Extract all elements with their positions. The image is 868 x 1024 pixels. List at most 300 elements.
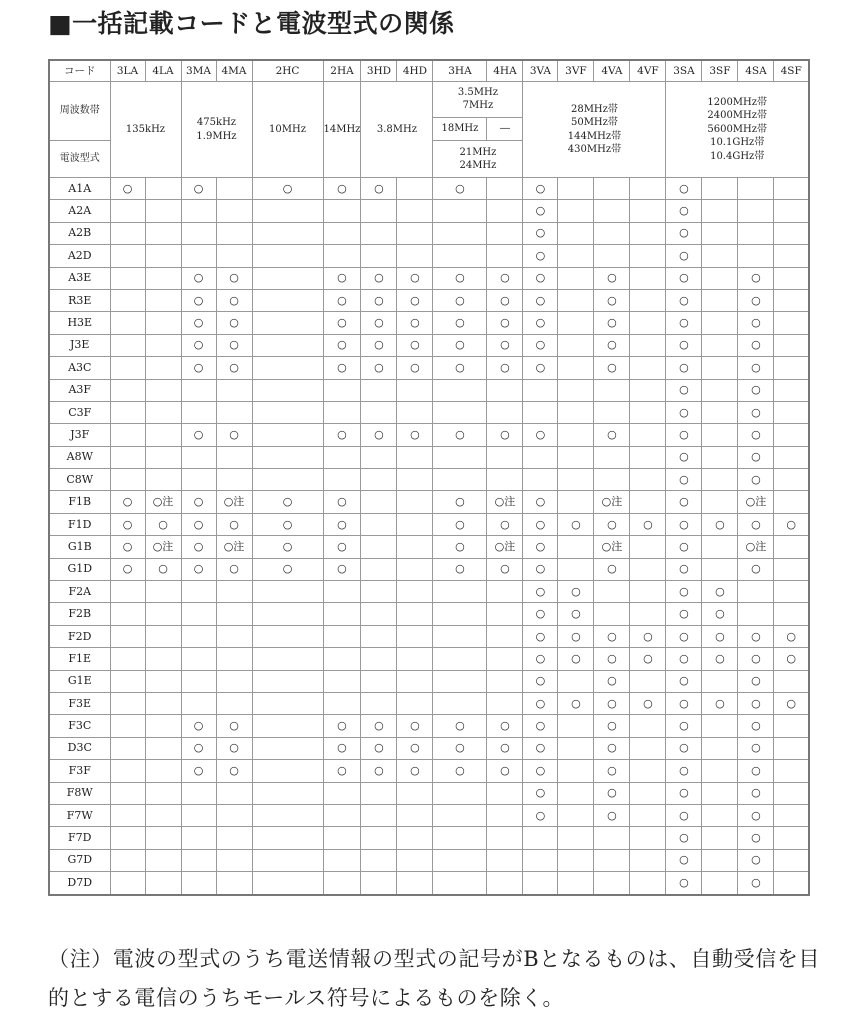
- mark: ○: [122, 495, 133, 509]
- table-cell: [110, 760, 145, 782]
- mark: ○: [751, 405, 761, 419]
- mark: ○: [715, 517, 725, 531]
- table-cell: [630, 491, 666, 513]
- band-50mhz: 50MHz帯: [570, 117, 618, 128]
- table-cell: [702, 401, 738, 423]
- table-cell: [323, 536, 361, 558]
- table-cell: [594, 513, 630, 535]
- table-cell: [738, 446, 774, 468]
- table-cell: [110, 782, 145, 804]
- code-header-2hc: 2HC: [252, 60, 323, 82]
- table-cell: [110, 334, 145, 356]
- mark: ○: [455, 495, 465, 509]
- table-cell: [216, 782, 252, 804]
- table-cell: [252, 849, 323, 871]
- mark: ○: [229, 427, 239, 441]
- table-cell: [145, 558, 181, 580]
- mark: ○: [607, 719, 617, 733]
- table-cell: [323, 648, 361, 670]
- table-cell: [145, 334, 181, 356]
- mark: ○: [751, 674, 761, 688]
- table-cell: [252, 245, 323, 267]
- mark: ○: [751, 562, 761, 576]
- mark: ○: [455, 181, 465, 195]
- table-cell: [702, 692, 738, 714]
- mode-label: A2D: [49, 245, 110, 267]
- mark: ○: [455, 316, 465, 330]
- mark: ○: [374, 271, 384, 285]
- mark: ○: [679, 539, 689, 553]
- table-cell: [738, 357, 774, 379]
- table-cell: [216, 424, 252, 446]
- table-cell: [487, 692, 523, 714]
- mark: ○: [337, 181, 347, 195]
- table-cell: [216, 581, 252, 603]
- mark: ○: [229, 360, 239, 374]
- table-cell: [558, 625, 594, 647]
- table-cell: [361, 401, 397, 423]
- table-cell: [323, 424, 361, 446]
- table-cell: [666, 200, 702, 222]
- table-cell: [323, 491, 361, 513]
- table-cell: [738, 513, 774, 535]
- table-cell: [361, 379, 397, 401]
- table-cell: [594, 827, 630, 849]
- table-cell: [666, 581, 702, 603]
- band-475khz-1-9mhz: [181, 82, 252, 178]
- mark: ○: [751, 427, 761, 441]
- table-cell: [702, 581, 738, 603]
- table-row: [49, 872, 809, 895]
- table-cell: [361, 357, 397, 379]
- table-cell: [666, 401, 702, 423]
- table-cell: [666, 424, 702, 446]
- table-cell: [666, 558, 702, 580]
- mark: ○: [535, 741, 546, 755]
- table-cell: [145, 513, 181, 535]
- table-cell: [666, 379, 702, 401]
- table-cell: [630, 692, 666, 714]
- table-cell: [558, 827, 594, 849]
- table-row: [49, 692, 809, 714]
- mark: ○: [535, 651, 546, 665]
- table-cell: [145, 715, 181, 737]
- table-cell: [666, 872, 702, 895]
- table-cell: [774, 670, 809, 692]
- table-cell: [630, 737, 666, 759]
- mode-label: F7D: [49, 827, 110, 849]
- table-cell: [487, 715, 523, 737]
- table-cell: [181, 804, 216, 826]
- table-cell: [252, 513, 323, 535]
- mark: ○: [535, 763, 546, 777]
- table-cell: [181, 737, 216, 759]
- table-cell: [666, 289, 702, 311]
- mark: ○: [374, 427, 384, 441]
- table-cell: [630, 379, 666, 401]
- mode-label: F3C: [49, 715, 110, 737]
- table-cell: [738, 603, 774, 625]
- table-cell: [361, 692, 397, 714]
- table-cell: [702, 312, 738, 334]
- table-cell: [433, 424, 487, 446]
- table-cell: [181, 581, 216, 603]
- table-cell: [252, 424, 323, 446]
- table-cell: [630, 357, 666, 379]
- table-cell: [630, 312, 666, 334]
- table-cell: [594, 401, 630, 423]
- mark: ○: [535, 786, 546, 800]
- table-cell: [145, 357, 181, 379]
- table-cell: [630, 782, 666, 804]
- table-row: [49, 558, 809, 580]
- table-cell: [397, 648, 433, 670]
- mark: ○: [607, 338, 617, 352]
- table-cell: [433, 648, 487, 670]
- table-cell: [630, 513, 666, 535]
- table-cell: [666, 827, 702, 849]
- mode-label: A1A: [49, 178, 110, 200]
- table-cell: [487, 782, 523, 804]
- table-cell: [523, 782, 558, 804]
- table-cell: [774, 491, 809, 513]
- table-row: [49, 648, 809, 670]
- band-vhf-uhf: [523, 82, 666, 178]
- table-cell: [397, 424, 433, 446]
- mark: ○: [229, 517, 239, 531]
- table-cell: [738, 827, 774, 849]
- table-cell: [361, 334, 397, 356]
- table-cell: [702, 245, 738, 267]
- mark: ○: [337, 271, 347, 285]
- mark: ○: [193, 741, 204, 755]
- table-cell: [738, 760, 774, 782]
- table-cell: [397, 513, 433, 535]
- table-cell: [558, 581, 594, 603]
- code-header-4ma: 4MA: [216, 60, 252, 82]
- code-header-4ha: 4HA: [487, 60, 523, 82]
- table-cell: [594, 424, 630, 446]
- mark: ○: [535, 584, 546, 598]
- table-cell: [738, 267, 774, 289]
- mark: ○: [751, 472, 761, 486]
- table-cell: [523, 446, 558, 468]
- mark: ○: [122, 562, 133, 576]
- table-cell: [216, 446, 252, 468]
- table-row: [49, 603, 809, 625]
- table-cell: [666, 849, 702, 871]
- table-cell: [361, 782, 397, 804]
- mark: ○: [643, 696, 653, 710]
- table-cell: [774, 401, 809, 423]
- mark: ○: [607, 271, 617, 285]
- table-cell: [558, 379, 594, 401]
- table-cell: [523, 760, 558, 782]
- band-144mhz: 144MHz帯: [567, 130, 622, 142]
- table-cell: [523, 625, 558, 647]
- table-cell: [630, 334, 666, 356]
- mark: ○: [679, 316, 689, 330]
- mark: ○: [337, 495, 347, 509]
- table-cell: [110, 446, 145, 468]
- table-cell: [323, 670, 361, 692]
- table-cell: [145, 760, 181, 782]
- table-cell: [523, 289, 558, 311]
- mark: ○: [679, 786, 689, 800]
- table-cell: [594, 760, 630, 782]
- mark: ○: [679, 248, 689, 262]
- mark: ○: [679, 741, 689, 755]
- table-cell: [630, 469, 666, 491]
- mark: ○: [337, 293, 347, 307]
- mark: ○: [715, 651, 725, 665]
- table-cell: [361, 513, 397, 535]
- mark: ○: [455, 360, 465, 374]
- table-cell: [323, 760, 361, 782]
- table-cell: [216, 715, 252, 737]
- mark: ○: [282, 181, 293, 195]
- table-cell: [523, 401, 558, 423]
- mark: ○: [571, 629, 581, 643]
- mark: ○: [751, 696, 761, 710]
- table-row: [49, 424, 809, 446]
- mark: ○: [455, 271, 465, 285]
- table-cell: [702, 536, 738, 558]
- mark: ○: [500, 517, 510, 531]
- mark: ○: [229, 719, 239, 733]
- table-cell: [558, 469, 594, 491]
- table-cell: [702, 715, 738, 737]
- table-cell: [216, 670, 252, 692]
- table-cell: [397, 581, 433, 603]
- mark: ○: [607, 674, 617, 688]
- mark: ○: [535, 248, 546, 262]
- mark: ○: [535, 629, 546, 643]
- mark: ○: [679, 584, 689, 598]
- mark: ○: [679, 360, 689, 374]
- mark: ○: [229, 271, 239, 285]
- table-cell: [487, 872, 523, 895]
- mark: ○: [751, 383, 761, 397]
- mark: ○: [751, 629, 761, 643]
- mark: ○: [500, 741, 510, 755]
- table-cell: [252, 491, 323, 513]
- table-cell: [738, 536, 774, 558]
- code-header-3la: 3LA: [110, 60, 145, 82]
- band-7mhz: 7MHz: [462, 100, 494, 112]
- table-cell: [433, 357, 487, 379]
- table-cell: [666, 312, 702, 334]
- table-cell: [181, 334, 216, 356]
- table-cell: [252, 357, 323, 379]
- table-cell: [181, 379, 216, 401]
- table-cell: [361, 469, 397, 491]
- mark-note: ○注: [152, 495, 174, 509]
- table-cell: [181, 513, 216, 535]
- table-cell: [594, 334, 630, 356]
- table-cell: [252, 603, 323, 625]
- mark: ○: [679, 808, 689, 822]
- table-cell: [145, 245, 181, 267]
- table-cell: [145, 648, 181, 670]
- table-cell: [433, 469, 487, 491]
- table-cell: [702, 737, 738, 759]
- table-cell: [397, 446, 433, 468]
- table-cell: [433, 670, 487, 692]
- table-cell: [216, 334, 252, 356]
- mark: ○: [229, 763, 239, 777]
- table-row: [49, 469, 809, 491]
- mark: ○: [374, 316, 384, 330]
- table-cell: [181, 536, 216, 558]
- table-cell: [397, 401, 433, 423]
- table-cell: [774, 872, 809, 895]
- table-cell: [361, 245, 397, 267]
- table-cell: [666, 446, 702, 468]
- table-cell: [702, 357, 738, 379]
- table-cell: [216, 267, 252, 289]
- table-cell: [397, 760, 433, 782]
- table-cell: [487, 849, 523, 871]
- table-row: [49, 737, 809, 759]
- mode-label: F8W: [49, 782, 110, 804]
- mark: ○: [535, 607, 546, 621]
- mark-note: ○注: [223, 539, 245, 553]
- freq-band-label: 周波数帯: [49, 82, 110, 141]
- table-cell: [361, 625, 397, 647]
- mode-label: F3E: [49, 692, 110, 714]
- mark: ○: [751, 651, 761, 665]
- table-cell: [594, 379, 630, 401]
- table-cell: [433, 289, 487, 311]
- table-cell: [523, 715, 558, 737]
- mark: ○: [571, 651, 581, 665]
- table-cell: [252, 760, 323, 782]
- table-cell: [397, 872, 433, 895]
- table-cell: [181, 267, 216, 289]
- table-cell: [594, 715, 630, 737]
- mode-label: F1E: [49, 648, 110, 670]
- table-row: [49, 334, 809, 356]
- table-cell: [702, 289, 738, 311]
- table-cell: [702, 379, 738, 401]
- table-row: [49, 715, 809, 737]
- mark: ○: [679, 405, 689, 419]
- mark: ○: [751, 831, 761, 845]
- table-cell: [702, 334, 738, 356]
- table-cell: [433, 625, 487, 647]
- table-cell: [397, 312, 433, 334]
- table-cell: [523, 581, 558, 603]
- table-cell: [487, 670, 523, 692]
- table-cell: [216, 200, 252, 222]
- table-cell: [110, 245, 145, 267]
- table-cell: [145, 312, 181, 334]
- mode-label: F1B: [49, 491, 110, 513]
- mark-note: ○注: [601, 495, 623, 509]
- table-cell: [630, 715, 666, 737]
- table-cell: [323, 849, 361, 871]
- table-row: [49, 536, 809, 558]
- table-cell: [594, 289, 630, 311]
- table-cell: [487, 245, 523, 267]
- band-3-5mhz: 3.5MHz: [457, 86, 499, 98]
- mode-label: F3F: [49, 760, 110, 782]
- table-cell: [487, 513, 523, 535]
- table-cell: [361, 289, 397, 311]
- mark: ○: [751, 853, 761, 867]
- table-cell: [630, 827, 666, 849]
- table-cell: [216, 491, 252, 513]
- mark: ○: [607, 651, 617, 665]
- page-title: ■一括記載コードと電波型式の関係: [48, 9, 455, 38]
- table-cell: [145, 446, 181, 468]
- table-cell: [774, 245, 809, 267]
- table-cell: [252, 267, 323, 289]
- mark: ○: [455, 562, 465, 576]
- mark: ○: [679, 472, 689, 486]
- mode-label: G1B: [49, 536, 110, 558]
- table-cell: [181, 200, 216, 222]
- table-cell: [433, 715, 487, 737]
- table-cell: [110, 625, 145, 647]
- table-cell: [487, 334, 523, 356]
- table-cell: [774, 737, 809, 759]
- table-cell: [216, 513, 252, 535]
- table-cell: [323, 715, 361, 737]
- mark: ○: [535, 517, 546, 531]
- code-header-3ma: 3MA: [181, 60, 216, 82]
- mark: ○: [500, 360, 510, 374]
- mark: ○: [410, 719, 420, 733]
- table-cell: [145, 804, 181, 826]
- mark: ○: [193, 763, 204, 777]
- table-cell: [774, 581, 809, 603]
- mark: ○: [193, 360, 204, 374]
- table-cell: [323, 782, 361, 804]
- table-cell: [216, 603, 252, 625]
- mark-note: ○注: [745, 495, 767, 509]
- table-cell: [433, 200, 487, 222]
- table-cell: [487, 357, 523, 379]
- table-cell: [774, 513, 809, 535]
- mark-note: ○注: [745, 539, 767, 553]
- table-cell: [145, 289, 181, 311]
- table-cell: [630, 200, 666, 222]
- table-cell: [361, 536, 397, 558]
- table-cell: [145, 469, 181, 491]
- table-cell: [397, 558, 433, 580]
- table-cell: [433, 581, 487, 603]
- mode-label: D7D: [49, 872, 110, 895]
- table-cell: [630, 625, 666, 647]
- table-cell: [558, 401, 594, 423]
- table-row: [49, 491, 809, 513]
- band-shf: [666, 82, 809, 178]
- table-cell: [774, 267, 809, 289]
- mark: ○: [786, 696, 796, 710]
- mode-label: F2A: [49, 581, 110, 603]
- table-cell: [702, 670, 738, 692]
- table-cell: [738, 648, 774, 670]
- mark: ○: [500, 316, 510, 330]
- table-cell: [252, 558, 323, 580]
- table-row: [49, 827, 809, 849]
- table-cell: [181, 872, 216, 895]
- table-cell: [252, 581, 323, 603]
- table-cell: [594, 536, 630, 558]
- mark: ○: [607, 427, 617, 441]
